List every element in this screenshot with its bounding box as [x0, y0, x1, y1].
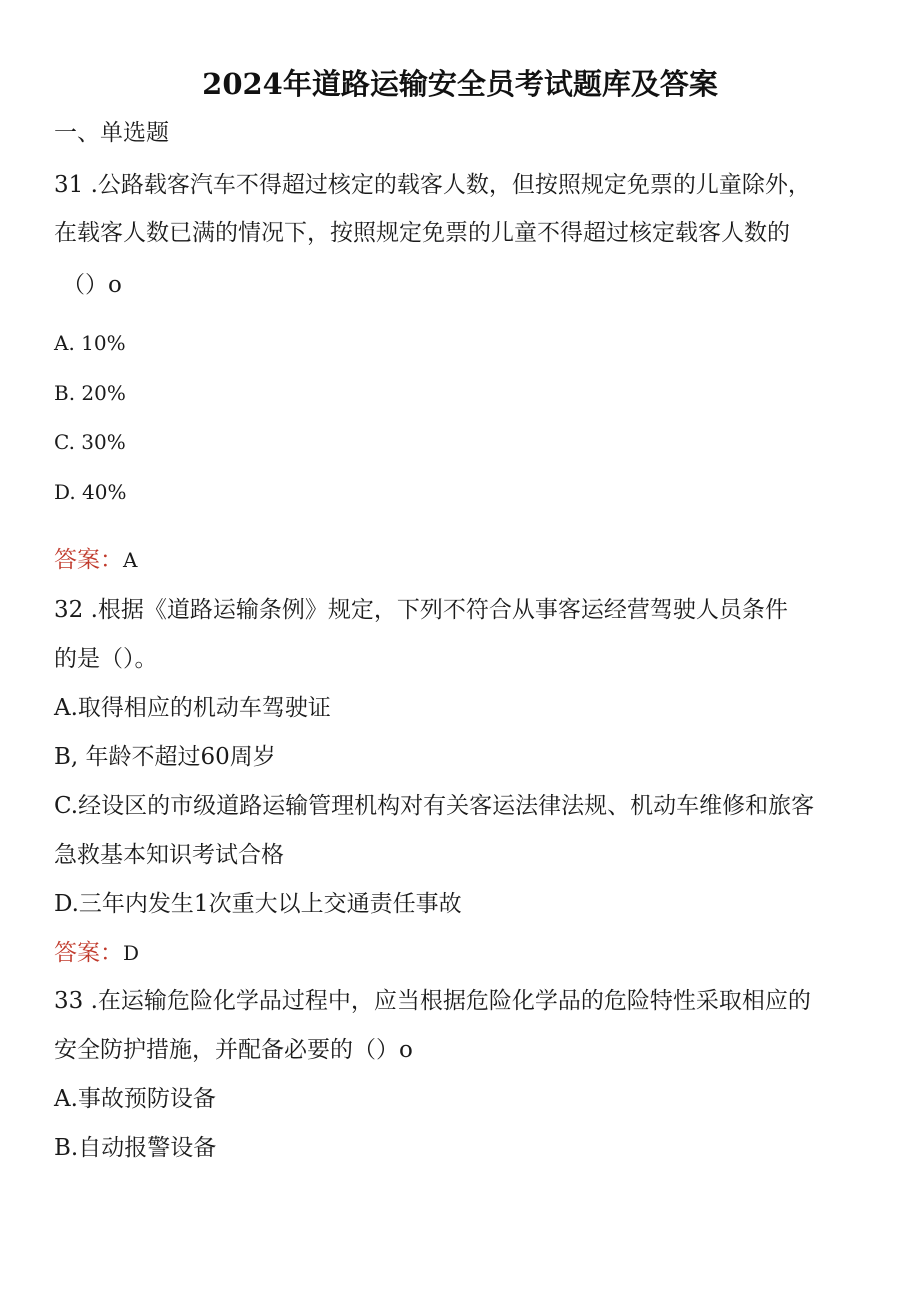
question-31-line-2: 在载客人数已满的情况下，按照规定免票的儿童不得超过核定载客人数的 [54, 220, 790, 246]
question-32-option-c-line-1: C.经设区的市级道路运输管理机构对有关客运法律法规、机动车维修和旅客 [54, 793, 815, 819]
question-33-option-b: B.自动报警设备 [54, 1135, 217, 1161]
question-32-line-2: 的是（）。 [54, 646, 158, 672]
answer-value: A [123, 548, 138, 572]
answer-value: D [123, 941, 140, 965]
question-32-option-c-line-2: 急救基本知识考试合格 [54, 842, 284, 868]
question-31-line-3: （）o [62, 272, 122, 298]
answer-label: 答案： [54, 940, 123, 966]
question-31-option-a: A. 10% [54, 331, 126, 355]
question-33-option-a: A.事故预防设备 [54, 1086, 216, 1112]
question-32-option-b: B, 年龄不超过60周岁 [54, 744, 276, 770]
question-31-option-c: C. 30% [54, 430, 126, 454]
question-32-answer [54, 938, 139, 968]
question-33-line-2: 安全防护措施，并配备必要的（）o [54, 1037, 413, 1063]
question-32-option-d: D.三年内发生1次重大以上交通责任事故 [54, 891, 462, 917]
answer-label: 答案： [54, 547, 123, 573]
question-31-line-1: 31 .公路载客汽车不得超过核定的载客人数，但按照规定免票的儿童除外， [54, 172, 811, 198]
document-title: 2024年道路运输安全员考试题库及答案 [202, 67, 718, 101]
question-31-option-d: D. 40% [54, 480, 127, 504]
question-33-line-1: 33 .在运输危险化学品过程中，应当根据危险化学品的危险特性采取相应的 [54, 988, 811, 1014]
section-heading: 一、单选题 [54, 120, 169, 146]
question-31-option-b: B. 20% [54, 381, 126, 405]
question-31-answer [54, 545, 137, 575]
question-32-line-1: 32 .根据《道路运输条例》规定，下列不符合从事客运经营驾驶人员条件 [54, 597, 788, 623]
question-32-option-a: A.取得相应的机动车驾驶证 [54, 695, 331, 721]
